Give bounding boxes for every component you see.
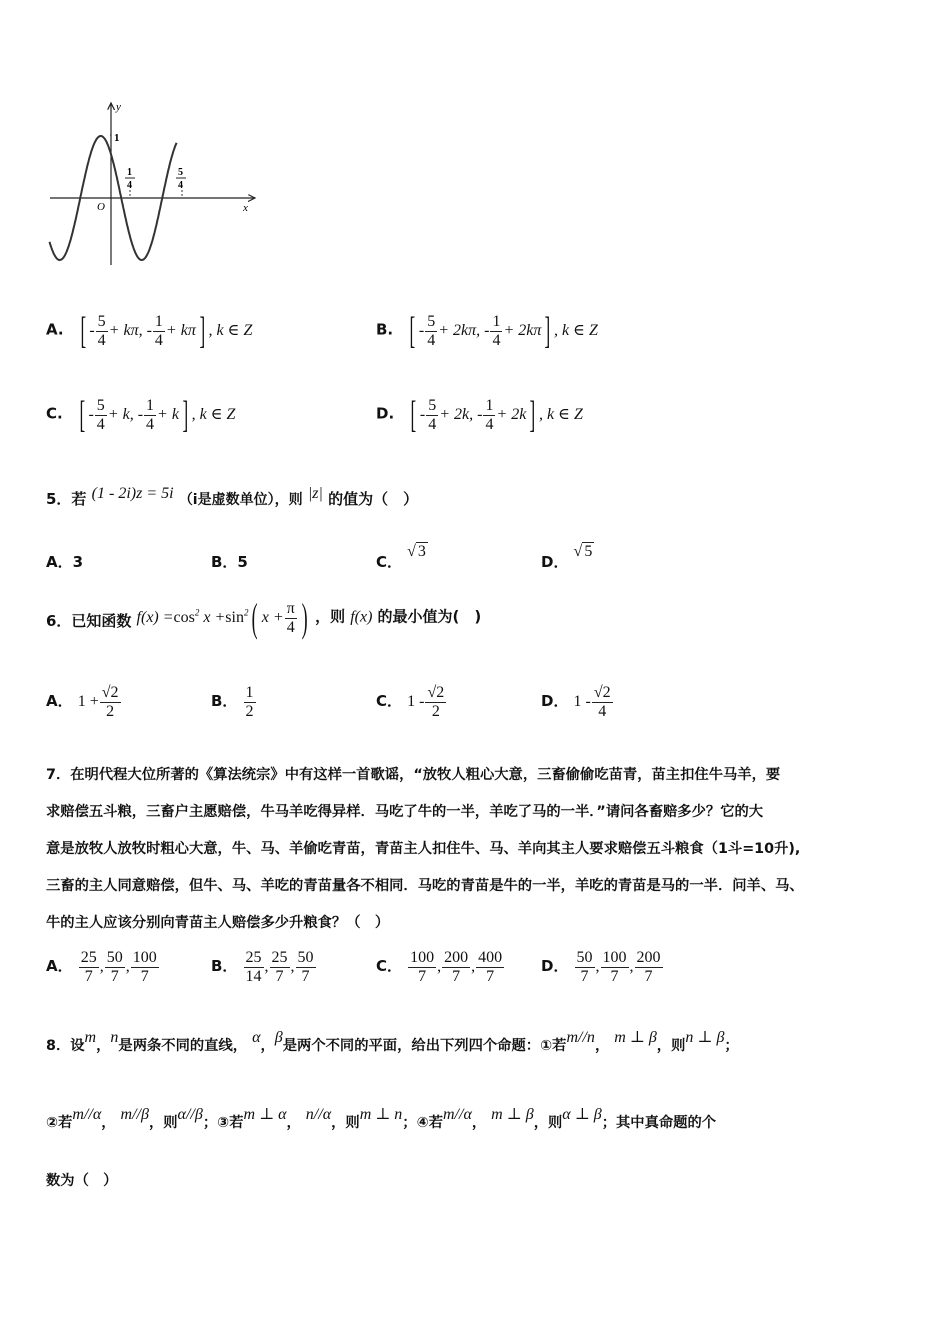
q5-equation: (1 - 2i)z = 5i [91, 485, 174, 502]
q6-option-a[interactable]: A． 1 + $\frac{√2}{2}$ [46, 684, 119, 720]
x-tick-1-num: 1 [127, 167, 132, 178]
q7-option-b[interactable]: B． $\frac{25}{14}$ , $\frac{25}{7}$ , $\frac{50}{7}$ [211, 949, 314, 985]
q6-option-d[interactable]: D． 1 - $\frac{√2}{4}$ [541, 684, 611, 720]
option-label: B. [376, 320, 394, 339]
q7-option-a[interactable]: A． $\frac{25}{7}$ , $\frac{50}{7}$ , $\frac{100}{7}$ [46, 949, 157, 985]
q6-function: $f(x) =\cos^2$ $x +\sin^2$( x + $\frac{\pi}{4}$ ) [136, 595, 308, 640]
option-label: D. [376, 404, 395, 423]
q5-modulus: |z| [307, 485, 323, 502]
q5-option-a[interactable]: A．3 [46, 553, 84, 571]
sine-graph [40, 95, 270, 275]
q5-stem: 5．若 (1 - 2i)z = 5i （i是虚数单位），则 |z| 的值为（ ） [46, 485, 419, 508]
q8-line-1: 8．设m，n是两条不同的直线， α，β是两个不同的平面，给出下列四个命题：①若m//n， m ⊥ β，则n ⊥ β； [46, 1029, 739, 1054]
x-tick-2-num: 5 [178, 167, 183, 178]
q7-stem: 7．在明代程大位所著的《算法统宗》中有这样一首歌谣，“放牧人粗心大意，三畜偷偷吃苗青，苗主扣住牛马羊，要 求赔偿五斗粮，三畜户主愿赔偿，牛马羊吃得异样．马吃了牛的一半，羊吃了马的一半．”请问各畜赔多少？它的大 意是放牧人放牧时粗心大意，牛、马、羊偷吃青苗，青苗主人扣住牛、马、羊向其主人要求赔偿五斗粮食（1斗=10升), 三畜的主人同意赔偿，但牛、马、羊吃的青苗量各不相同．马吃的青苗是牛的一半，羊吃的青苗是马的一半．问羊、马、 牛的主人应该分别向青苗主人赔偿多少升粮食？（ ） [46, 767, 804, 931]
q5-option-c[interactable]: C． √ 3 [376, 543, 426, 571]
q4-option-a-math: [ - $\frac{5}{4}$ + kπ, - $\frac{1}{4}$ + kπ] , k ∈ Z [80, 310, 253, 352]
option-label: A. [46, 320, 64, 339]
q4-option-a[interactable] [46, 312, 252, 350]
q6-stem: 6．已知函数 $f(x) =\cos^2$ $x +\sin^2$( x + $\frac{\pi}{4}$ ) ，则 f(x) 的最小值为( ) [46, 595, 482, 640]
q7-option-d[interactable]: D． $\frac{50}{7}$ , $\frac{100}{7}$ , $\frac{200}{7}$ [541, 949, 661, 985]
x-axis-label: x [243, 202, 248, 214]
y-tick-label: 1 [114, 132, 120, 144]
option-label: C. [46, 404, 63, 423]
y-axis-label: y [116, 101, 121, 113]
q8-line-2: ②若m//α， m//β，则α//β；③若m ⊥ α， n//α，则m ⊥ n；④若m//α， m ⊥ β，则α ⊥ β；其中真命题的个 [46, 1106, 717, 1131]
q4-option-c-math: [ - $\frac{5}{4}$ + k, - $\frac{1}{4}$ + k] , k ∈ Z [79, 394, 236, 436]
origin-label: O [97, 201, 105, 213]
q4-option-c[interactable] [46, 396, 235, 434]
q5-option-d[interactable]: D． √ 5 [541, 543, 593, 571]
q4-option-b-math: [ - $\frac{5}{4}$ + 2kπ, - $\frac{1}{4}$ + 2kπ] , k ∈ Z [409, 310, 598, 352]
q4-option-d-math: [ - $\frac{5}{4}$ + 2k, - $\frac{1}{4}$ + 2k] , k ∈ Z [410, 394, 583, 436]
q6-option-c[interactable]: C． 1 - $\frac{√2}{2}$ [376, 684, 445, 720]
q4-option-d[interactable] [376, 396, 583, 434]
q8-line-3: 数为（ ） [46, 1173, 118, 1189]
q5-option-b[interactable]: B．5 [211, 553, 248, 571]
q4-option-b[interactable] [376, 312, 598, 350]
q7-option-c[interactable]: C． $\frac{100}{7}$ , $\frac{200}{7}$ , $\frac{400}{7}$ [376, 949, 503, 985]
x-tick-2-den: 4 [178, 180, 183, 191]
x-tick-1-den: 4 [127, 180, 132, 191]
q6-option-b[interactable]: B． $\frac{1}{2}$ [211, 684, 254, 720]
